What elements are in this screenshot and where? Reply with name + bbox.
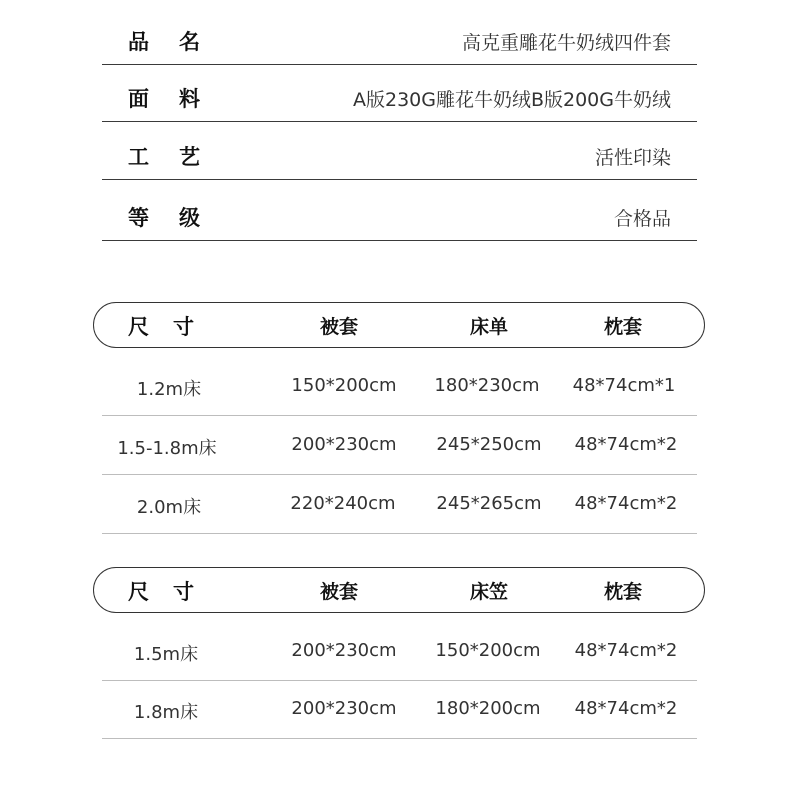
spec-label-char: 级 [179, 206, 200, 230]
header-size-label [128, 311, 194, 341]
cell-pillowcase: 48*74cm*2 [574, 698, 678, 719]
cell-pillowcase: 48*74cm*1 [572, 375, 676, 396]
cell-duvet-cover: 200*230cm [291, 698, 397, 719]
header-duvet-cover: 被套 [319, 581, 359, 603]
cell-duvet-cover: 150*200cm [291, 375, 397, 396]
cell-bed-sheet: 245*250cm [436, 434, 542, 455]
header-char: 尺 [128, 580, 149, 604]
cell-duvet-cover: 200*230cm [291, 434, 397, 455]
spec-value: 活性印染 [594, 147, 671, 169]
header-pillowcase: 枕套 [603, 316, 643, 338]
cell-fitted-sheet: 180*200cm [435, 698, 541, 719]
table-row [102, 416, 697, 475]
cell-bed-sheet: 245*265cm [436, 493, 542, 514]
spec-label-char: 面 [128, 87, 149, 111]
size-table-header [93, 302, 705, 348]
spec-label [128, 141, 200, 171]
spec-value: 合格品 [613, 208, 671, 230]
spec-row-craft [102, 122, 697, 180]
header-char: 寸 [173, 580, 194, 604]
table-row [102, 357, 697, 416]
spec-label-char: 艺 [179, 145, 200, 169]
table-row [102, 475, 697, 534]
cell-bed-sheet: 180*230cm [434, 375, 540, 396]
cell-pillowcase: 48*74cm*2 [574, 493, 678, 514]
cell-size: 2.0m床 [136, 497, 202, 518]
cell-size: 1.5m床 [133, 644, 199, 665]
spec-label [128, 202, 200, 232]
spec-label [128, 83, 200, 113]
header-char: 寸 [173, 315, 194, 339]
table-row [102, 680, 697, 739]
spec-value: A版230G雕花牛奶绒B版200G牛奶绒 [352, 89, 671, 111]
cell-pillowcase: 48*74cm*2 [574, 434, 678, 455]
spec-label-char: 等 [128, 206, 149, 230]
spec-label [128, 26, 200, 56]
spec-label-char: 名 [179, 30, 200, 54]
cell-size: 1.5-1.8m床 [117, 438, 217, 459]
cell-duvet-cover: 200*230cm [291, 640, 397, 661]
header-bed-sheet: 床单 [469, 316, 509, 338]
spec-label-char: 料 [179, 87, 200, 111]
header-size-label [128, 576, 194, 606]
cell-fitted-sheet: 150*200cm [435, 640, 541, 661]
cell-size: 1.2m床 [136, 379, 202, 400]
header-fitted-sheet: 床笠 [469, 581, 509, 603]
spec-label-char: 工 [128, 145, 149, 169]
header-char: 尺 [128, 315, 149, 339]
spec-value: 高克重雕花牛奶绒四件套 [461, 32, 671, 54]
spec-label-char: 品 [128, 30, 149, 54]
spec-row-grade [102, 183, 697, 241]
spec-row-fabric [102, 64, 697, 122]
spec-row-name [102, 7, 697, 65]
cell-size: 1.8m床 [133, 702, 199, 723]
size-table-header [93, 567, 705, 613]
header-pillowcase: 枕套 [603, 581, 643, 603]
cell-duvet-cover: 220*240cm [290, 493, 396, 514]
table-row [102, 622, 697, 681]
cell-pillowcase: 48*74cm*2 [574, 640, 678, 661]
header-duvet-cover: 被套 [319, 316, 359, 338]
